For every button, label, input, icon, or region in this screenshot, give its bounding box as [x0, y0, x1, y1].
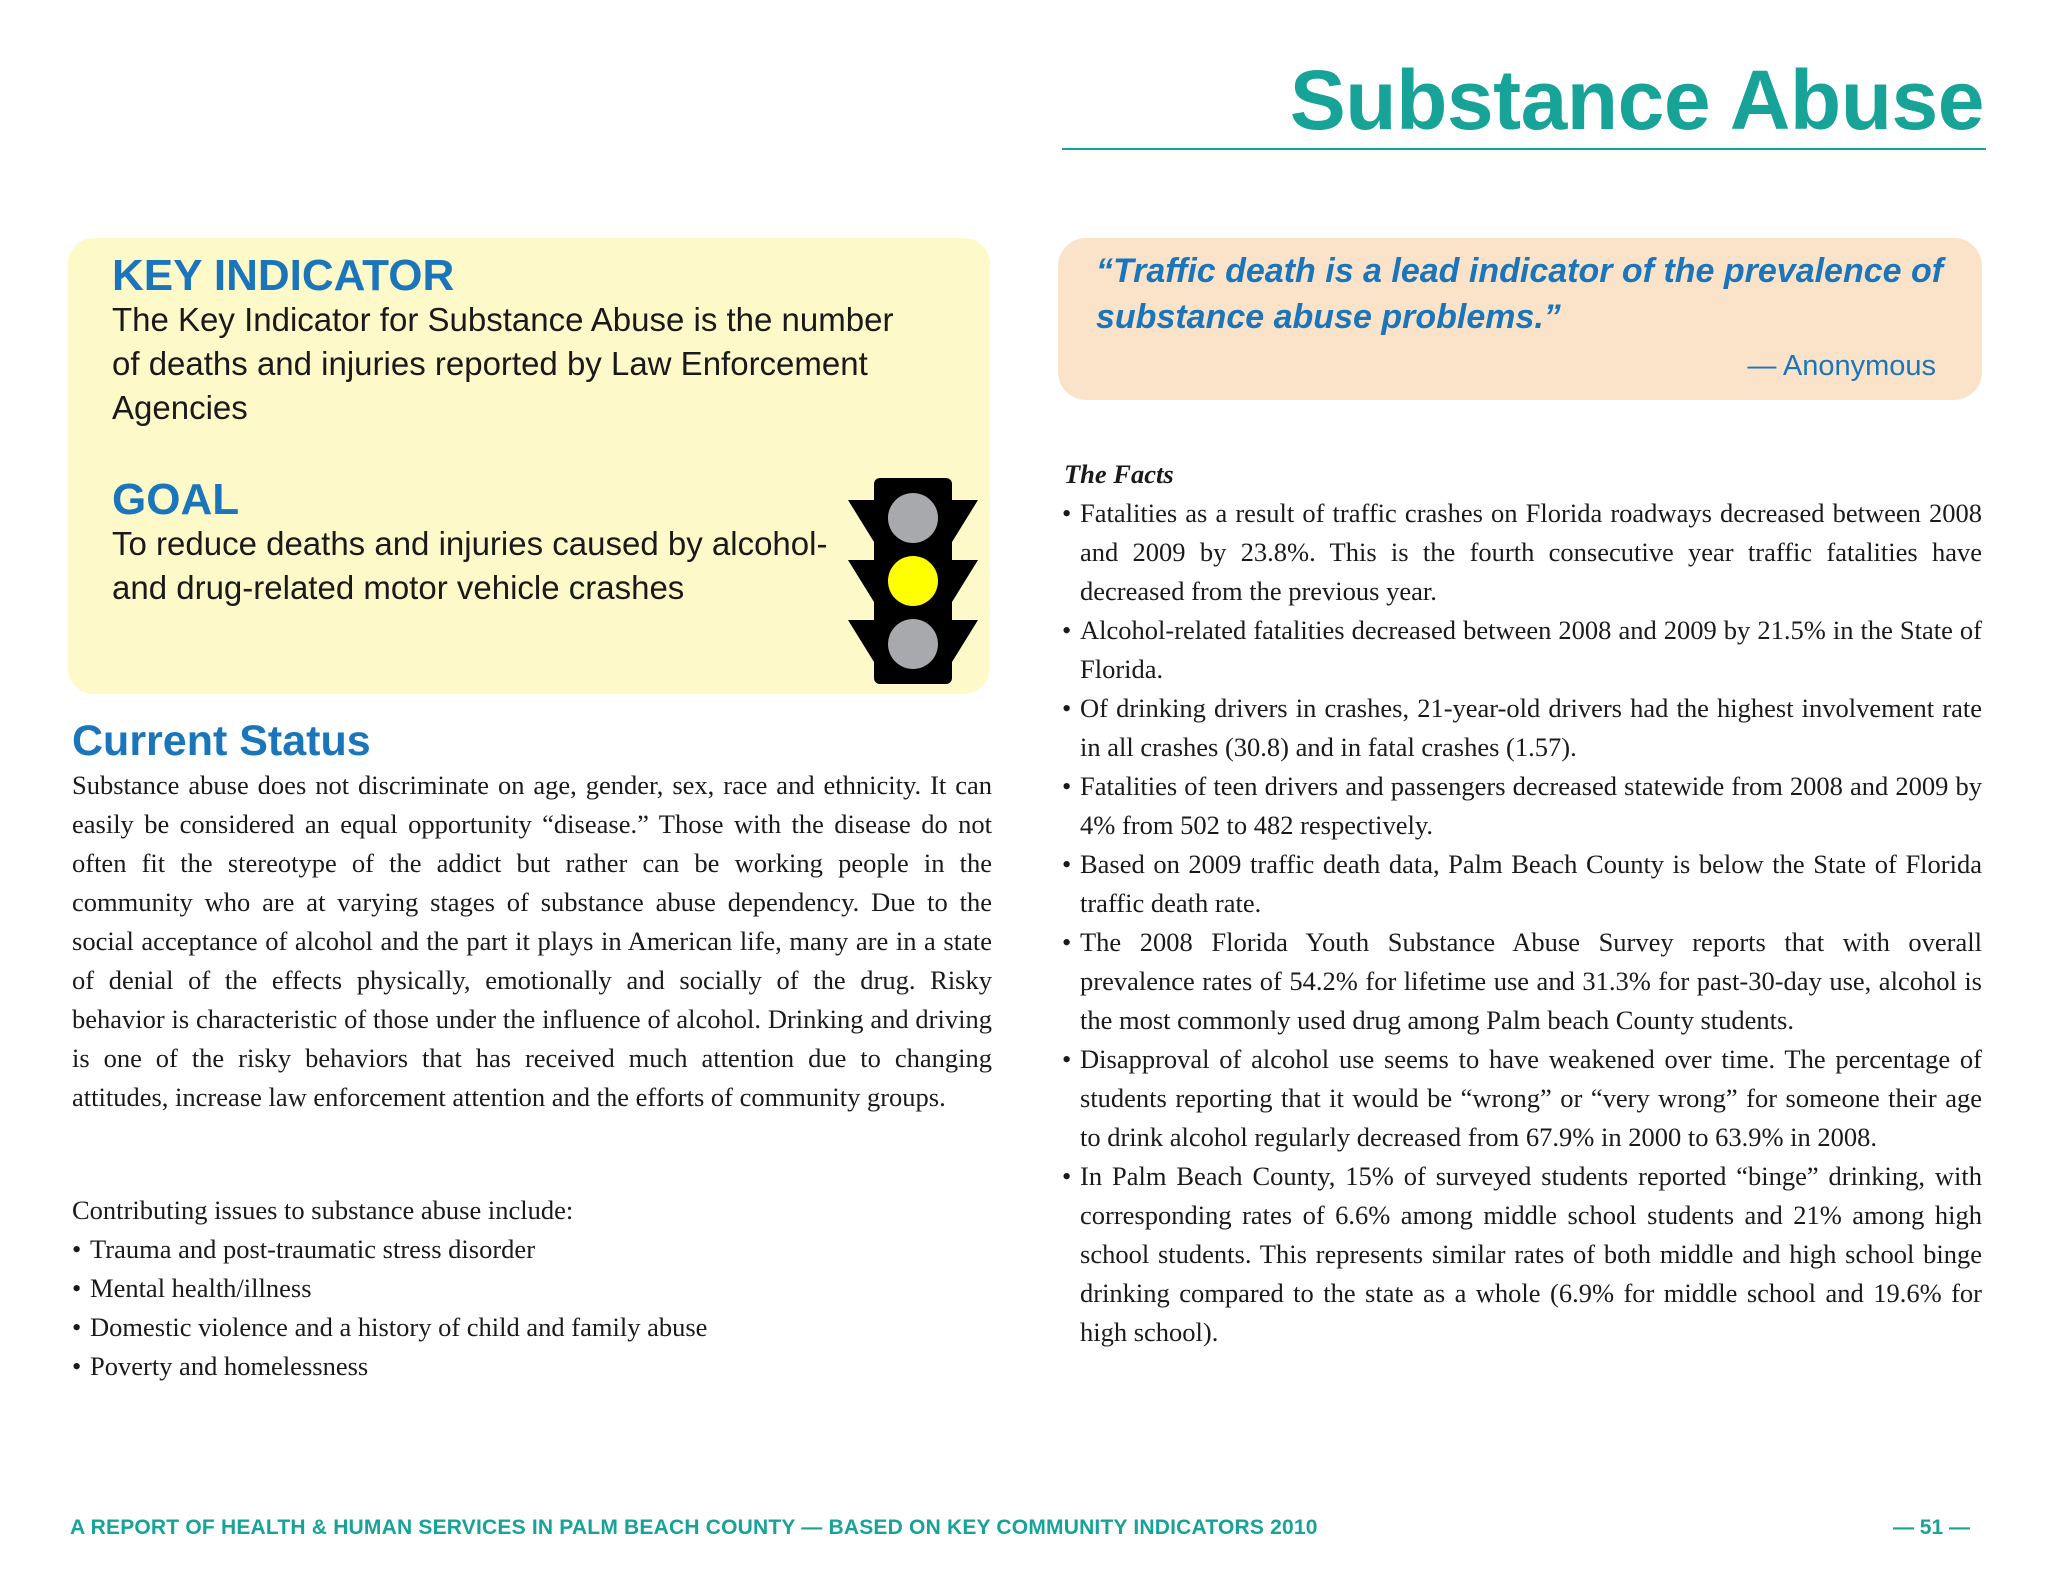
goal-heading: GOAL [112, 475, 240, 524]
key-indicator-line: Agencies [112, 389, 248, 426]
key-indicator-heading: KEY INDICATOR [112, 251, 455, 300]
fact-item: • Fatalities as a result of traffic crashes on Florida roadways decreased between 2008 and 2009 by 23.8%. This is the fourth consecutive year traffic fatalities have decreased from the previous year. [1064, 494, 1982, 611]
traffic-light-top-lamp [888, 493, 938, 543]
facts-heading: The Facts [1064, 459, 1174, 489]
key-indicator-line: The Key Indicator for Substance Abuse is the number [112, 301, 894, 338]
facts-list [1064, 494, 1982, 1352]
fact-item: • Disapproval of alcohol use seems to have weakened over time. The percentage of students reporting that it would be “wrong” or “very wrong” for someone their age to drink alcohol regularly decreased from 67.9% in 2000 to 63.9% in 2008. [1064, 1040, 1982, 1157]
goal-line: and drug-related motor vehicle crashes [112, 569, 685, 606]
contributing-issues-intro: Contributing issues to substance abuse include: [72, 1195, 574, 1225]
fact-item: • The 2008 Florida Youth Substance Abuse Survey reports that with overall prevalence rates of 54.2% for lifetime use and 31.3% for past-30-day use, alcohol is the most commonly used drug among Palm beach County students. [1064, 923, 1982, 1040]
traffic-light-icon [848, 478, 978, 684]
fact-item: • Fatalities of teen drivers and passengers decreased statewide from 2008 and 2009 by 4% from 502 to 482 respectively. [1064, 767, 1982, 845]
current-status-paragraph: Substance abuse does not discriminate on age, gender, sex, race and ethnicity. It can easily be considered an equal opportunity “disease.” Those with the disease do not often fit the stereotype of the addict but rather can be working people in the community who are at varying stages of substance abuse dependency. Due to the social acceptance of alcohol and the part it plays in American life, many are in a state of denial of the effects physically, emotionally and socially of the drug. Risky behavior is characteristic of those under the influence of alcohol. Drinking and driving is one of the risky behaviors that has received much attention due to changing attitudes, increase law enforcement attention and the efforts of community groups. [72, 770, 992, 1112]
list-item: • Mental health/illness [72, 1269, 992, 1308]
fact-item: • Of drinking drivers in crashes, 21-year-old drivers had the highest involvement rate in all crashes (30.8) and in fatal crashes (1.57). [1064, 689, 1982, 767]
fact-item: • Alcohol-related fatalities decreased between 2008 and 2009 by 21.5% in the State of Florida. [1064, 611, 1982, 689]
goal-text [112, 522, 827, 610]
page-number: — 51 — [1892, 1516, 1970, 1539]
list-item: • Poverty and homelessness [72, 1347, 992, 1386]
goal-line: To reduce deaths and injuries caused by alcohol- [112, 525, 828, 562]
page-title: Substance Abuse [1289, 53, 1984, 147]
contributing-issues-list [72, 1230, 992, 1386]
quote-author: — Anonymous [1747, 350, 1936, 382]
key-indicator-text [112, 298, 893, 430]
fact-item: • In Palm Beach County, 15% of surveyed students reported “binge” drinking, with corresponding rates of 6.6% among middle school students and 21% among high school students. This represents similar rates of both middle and high school binge drinking compared to the state as a whole (6.9% for middle school and 19.6% for high school). [1064, 1157, 1982, 1352]
footer-text: A REPORT OF HEALTH & HUMAN SERVICES IN PALM BEACH COUNTY — BASED ON KEY COMMUNITY INDICATORS 2010 [70, 1516, 1318, 1539]
traffic-light-middle-lamp [888, 556, 938, 606]
title-divider [1062, 148, 1986, 150]
quote-box [1058, 238, 1982, 400]
list-item: • Domestic violence and a history of child and family abuse [72, 1308, 992, 1347]
list-item: • Trauma and post-traumatic stress disorder [72, 1230, 992, 1269]
current-status-heading: Current Status [72, 717, 371, 765]
fact-item: • Based on 2009 traffic death data, Palm Beach County is below the State of Florida traffic death rate. [1064, 845, 1982, 923]
traffic-light-bottom-lamp [888, 619, 938, 669]
key-indicator-box [68, 238, 990, 694]
key-indicator-line: of deaths and injuries reported by Law Enforcement [112, 345, 868, 382]
quote-text: “Traffic death is a lead indicator of the prevalence of substance abuse problems.” [1096, 252, 1944, 336]
